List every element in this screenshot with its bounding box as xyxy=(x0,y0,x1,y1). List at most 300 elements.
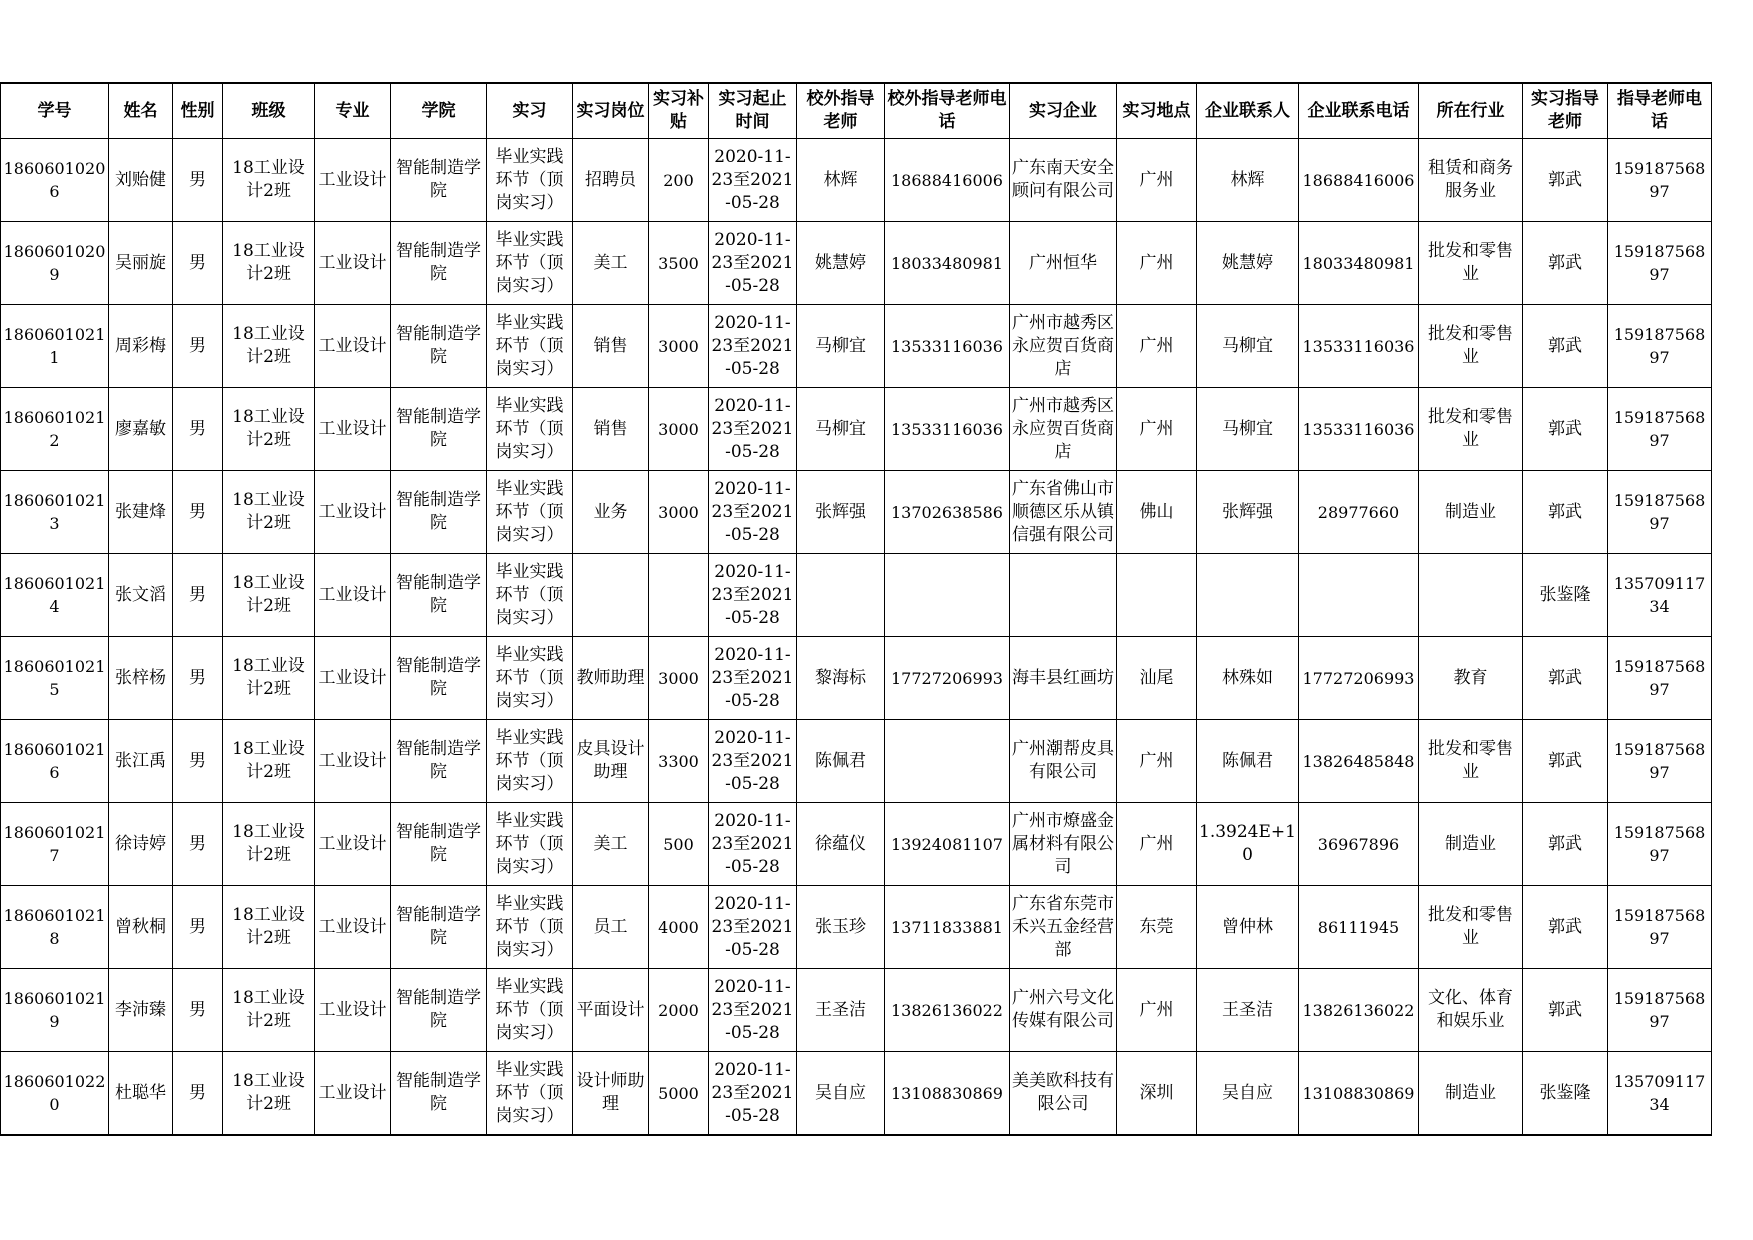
cell-text: 2020-11-23至2021-05-28 xyxy=(711,810,794,877)
cell-text: 13711833881 xyxy=(891,917,1003,937)
table-cell xyxy=(315,471,391,554)
table-cell xyxy=(109,222,173,305)
cell-text: 2020-11-23至2021-05-28 xyxy=(711,478,794,545)
table-cell xyxy=(573,969,649,1052)
cell-text: 86111945 xyxy=(1317,917,1400,937)
table-cell xyxy=(1299,1052,1419,1136)
cell-text: 17727206993 xyxy=(891,668,1003,688)
table-cell xyxy=(1608,637,1712,720)
table-cell xyxy=(315,554,391,637)
column-header: 专业 xyxy=(315,83,391,139)
table-cell xyxy=(109,388,173,471)
table-cell xyxy=(1117,886,1197,969)
cell-text: 13533116036 xyxy=(891,419,1003,439)
cell-text: 郭武 xyxy=(1548,501,1582,522)
table-cell xyxy=(885,886,1010,969)
table-cell xyxy=(1117,637,1197,720)
cell-text: 租赁和商务服务业 xyxy=(1428,158,1513,201)
column-header: 学号 xyxy=(1,83,109,139)
cell-text: 智能制造学院 xyxy=(396,573,481,616)
cell-text: 13702638586 xyxy=(891,502,1003,522)
table-cell xyxy=(1608,969,1712,1052)
table-cell xyxy=(223,637,315,720)
table-cell xyxy=(1197,305,1299,388)
cell-text: 工业设计 xyxy=(318,584,387,605)
cell-text: 男 xyxy=(189,169,206,190)
cell-text: 吴自应 xyxy=(1222,1082,1273,1103)
table-cell xyxy=(109,554,173,637)
cell-text: 18606010209 xyxy=(3,242,106,284)
cell-text: 3000 xyxy=(658,668,699,688)
table-row xyxy=(1,388,1712,471)
cell-text: 3300 xyxy=(658,751,699,771)
table-cell xyxy=(109,139,173,222)
cell-text: 18工业设计2班 xyxy=(232,324,305,367)
cell-text: 智能制造学院 xyxy=(396,324,481,367)
cell-text: 13108830869 xyxy=(1302,1083,1415,1103)
cell-text: 15918756897 xyxy=(1613,325,1706,367)
cell-text: 周彩梅 xyxy=(115,335,166,356)
cell-text: 智能制造学院 xyxy=(396,1071,481,1114)
cell-text: 张江禹 xyxy=(115,750,166,771)
table-cell xyxy=(709,471,797,554)
table-cell xyxy=(885,720,1010,803)
cell-text: 2020-11-23至2021-05-28 xyxy=(711,976,794,1043)
cell-text: 张玉珍 xyxy=(815,916,866,937)
cell-text: 男 xyxy=(189,335,206,356)
table-cell xyxy=(1419,969,1523,1052)
cell-text: 18工业设计2班 xyxy=(232,739,305,782)
table-cell xyxy=(709,969,797,1052)
cell-text: 批发和零售业 xyxy=(1428,905,1513,948)
table-cell xyxy=(797,637,885,720)
cell-text: 男 xyxy=(189,916,206,937)
table-cell xyxy=(173,1052,223,1136)
table-cell xyxy=(797,886,885,969)
table-cell xyxy=(1419,554,1523,637)
cell-text: 广州 xyxy=(1139,750,1174,771)
cell-text: 18606010212 xyxy=(3,408,106,450)
table-cell xyxy=(173,637,223,720)
cell-text: 15918756897 xyxy=(1613,740,1706,782)
table-row xyxy=(1,554,1712,637)
column-header: 企业联系电话 xyxy=(1299,83,1419,139)
table-cell xyxy=(1523,720,1608,803)
cell-text: 制造业 xyxy=(1445,501,1496,522)
table-cell xyxy=(709,720,797,803)
table-cell xyxy=(223,305,315,388)
table-cell xyxy=(1419,720,1523,803)
cell-text: 姚慧婷 xyxy=(1222,252,1273,273)
table-cell xyxy=(1419,139,1523,222)
table-cell xyxy=(315,803,391,886)
table-cell xyxy=(573,222,649,305)
cell-text: 18工业设计2班 xyxy=(232,1071,305,1114)
cell-text: 郭武 xyxy=(1548,252,1582,273)
table-cell xyxy=(649,139,709,222)
table-cell xyxy=(797,139,885,222)
cell-text: 郭武 xyxy=(1548,335,1582,356)
cell-text: 马柳宜 xyxy=(1222,418,1273,439)
cell-text: 18606010211 xyxy=(3,325,106,367)
cell-text: 郭武 xyxy=(1548,169,1582,190)
table-cell xyxy=(391,305,487,388)
cell-text: 13570911734 xyxy=(1613,574,1706,616)
table-cell xyxy=(709,305,797,388)
cell-text: 广州市燎盛金属材料有限公司 xyxy=(1012,810,1114,877)
cell-text: 张辉强 xyxy=(1222,501,1273,522)
cell-text: 2020-11-23至2021-05-28 xyxy=(711,727,794,794)
cell-text: 智能制造学院 xyxy=(396,739,481,782)
table-cell xyxy=(1299,803,1419,886)
table-cell xyxy=(223,886,315,969)
table-cell xyxy=(223,139,315,222)
cell-text: 郭武 xyxy=(1548,999,1582,1020)
table-cell xyxy=(1,637,109,720)
table-cell xyxy=(109,1052,173,1136)
table-cell xyxy=(1010,139,1117,222)
table-cell xyxy=(1608,886,1712,969)
table-cell xyxy=(573,886,649,969)
cell-text: 15918756897 xyxy=(1613,989,1706,1031)
cell-text: 2020-11-23至2021-05-28 xyxy=(711,561,794,628)
table-cell xyxy=(649,471,709,554)
cell-text: 毕业实践环节（顶岗实习） xyxy=(495,146,564,213)
table-cell xyxy=(573,471,649,554)
cell-text: 广州 xyxy=(1139,999,1174,1020)
table-cell xyxy=(109,969,173,1052)
cell-text: 18606010206 xyxy=(3,159,106,201)
table-cell xyxy=(797,554,885,637)
cell-text: 广东省东莞市禾兴五金经营部 xyxy=(1012,893,1114,960)
table-cell xyxy=(1010,471,1117,554)
table-cell xyxy=(1117,471,1197,554)
cell-text: 毕业实践环节（顶岗实习） xyxy=(495,478,564,545)
cell-text: 5000 xyxy=(658,1083,699,1103)
cell-text: 曾秋桐 xyxy=(115,916,166,937)
table-cell xyxy=(391,803,487,886)
cell-text: 张梓杨 xyxy=(115,667,166,688)
table-cell xyxy=(885,139,1010,222)
cell-text: 批发和零售业 xyxy=(1428,407,1513,450)
table-cell xyxy=(1523,1052,1608,1136)
table-row xyxy=(1,637,1712,720)
cell-text: 18工业设计2班 xyxy=(232,573,305,616)
table-cell xyxy=(1,139,109,222)
cell-text: 18工业设计2班 xyxy=(232,988,305,1031)
column-header: 实习地点 xyxy=(1117,83,1197,139)
cell-text: 2020-11-23至2021-05-28 xyxy=(711,146,794,213)
cell-text: 姚慧婷 xyxy=(815,252,866,273)
cell-text: 工业设计 xyxy=(318,999,387,1020)
table-cell xyxy=(315,139,391,222)
table-cell xyxy=(885,305,1010,388)
table-row xyxy=(1,886,1712,969)
table-cell xyxy=(885,637,1010,720)
cell-text: 教育 xyxy=(1453,667,1488,688)
cell-text: 男 xyxy=(189,999,206,1020)
cell-text: 郭武 xyxy=(1548,667,1582,688)
cell-text: 设计师助理 xyxy=(576,1071,645,1114)
table-cell xyxy=(391,969,487,1052)
table-cell xyxy=(391,720,487,803)
cell-text: 马柳宜 xyxy=(815,335,866,356)
table-cell xyxy=(649,222,709,305)
table-cell xyxy=(709,803,797,886)
cell-text: 男 xyxy=(189,833,206,854)
table-cell xyxy=(1010,554,1117,637)
table-cell xyxy=(1419,803,1523,886)
table-cell xyxy=(109,305,173,388)
table-cell xyxy=(885,969,1010,1052)
cell-text: 13533116036 xyxy=(1302,336,1415,356)
table-cell xyxy=(487,969,573,1052)
table-cell xyxy=(173,388,223,471)
table-cell xyxy=(173,969,223,1052)
cell-text: 18606010217 xyxy=(3,823,106,865)
table-cell xyxy=(1419,886,1523,969)
table-cell xyxy=(315,1052,391,1136)
table-cell xyxy=(1197,388,1299,471)
table-cell xyxy=(487,637,573,720)
cell-text: 杜聪华 xyxy=(115,1082,166,1103)
table-cell xyxy=(1523,803,1608,886)
column-header: 实习企业 xyxy=(1010,83,1117,139)
table-cell xyxy=(1,222,109,305)
cell-text: 广州六号文化传媒有限公司 xyxy=(1012,988,1114,1031)
table-cell xyxy=(1010,803,1117,886)
table-cell xyxy=(885,388,1010,471)
cell-text: 18工业设计2班 xyxy=(232,822,305,865)
cell-text: 智能制造学院 xyxy=(396,158,481,201)
cell-text: 毕业实践环节（顶岗实习） xyxy=(495,810,564,877)
cell-text: 13826485848 xyxy=(1302,751,1415,771)
column-header: 实习补贴 xyxy=(649,83,709,139)
table-cell xyxy=(573,1052,649,1136)
table-cell xyxy=(1117,803,1197,886)
cell-text: 18606010220 xyxy=(3,1072,106,1114)
cell-text: 张文滔 xyxy=(115,584,166,605)
table-cell xyxy=(1419,471,1523,554)
cell-text: 2020-11-23至2021-05-28 xyxy=(711,1059,794,1126)
table-cell xyxy=(1299,139,1419,222)
cell-text: 15918756897 xyxy=(1613,242,1706,284)
table-cell xyxy=(315,637,391,720)
cell-text: 批发和零售业 xyxy=(1428,739,1513,782)
cell-text: 张建烽 xyxy=(115,501,166,522)
table-cell xyxy=(709,139,797,222)
cell-text: 张鉴隆 xyxy=(1539,584,1591,605)
table-cell xyxy=(1117,1052,1197,1136)
table-cell xyxy=(223,471,315,554)
cell-text: 男 xyxy=(189,667,206,688)
table-row xyxy=(1,803,1712,886)
table-cell xyxy=(885,554,1010,637)
cell-text: 广州潮帮皮具有限公司 xyxy=(1012,739,1114,782)
table-cell xyxy=(1197,471,1299,554)
column-header: 班级 xyxy=(223,83,315,139)
table-cell xyxy=(1197,886,1299,969)
table-cell xyxy=(315,720,391,803)
table-cell xyxy=(797,969,885,1052)
table-cell xyxy=(1010,305,1117,388)
cell-text: 18工业设计2班 xyxy=(232,490,305,533)
table-cell xyxy=(1608,1052,1712,1136)
table-cell xyxy=(1,886,109,969)
table-cell xyxy=(1523,554,1608,637)
cell-text: 13108830869 xyxy=(891,1083,1003,1103)
table-cell xyxy=(173,886,223,969)
table-cell xyxy=(487,388,573,471)
cell-text: 智能制造学院 xyxy=(396,822,481,865)
cell-text: 毕业实践环节（顶岗实习） xyxy=(495,644,564,711)
cell-text: 男 xyxy=(189,584,206,605)
table-cell xyxy=(797,471,885,554)
table-cell xyxy=(315,969,391,1052)
cell-text: 教师助理 xyxy=(576,667,645,688)
table-cell xyxy=(173,305,223,388)
table-cell xyxy=(885,803,1010,886)
cell-text: 2020-11-23至2021-05-28 xyxy=(711,644,794,711)
cell-text: 制造业 xyxy=(1445,833,1496,854)
table-cell xyxy=(1608,388,1712,471)
cell-text: 郭武 xyxy=(1548,833,1582,854)
column-header: 实习 xyxy=(487,83,573,139)
table-cell xyxy=(173,222,223,305)
table-cell xyxy=(315,388,391,471)
column-header: 所在行业 xyxy=(1419,83,1523,139)
cell-text: 18606010216 xyxy=(3,740,106,782)
cell-text: 200 xyxy=(663,170,694,190)
cell-text: 东莞 xyxy=(1139,916,1174,937)
table-cell xyxy=(1010,222,1117,305)
cell-text: 张鉴隆 xyxy=(1539,1082,1591,1103)
table-cell xyxy=(709,222,797,305)
table-cell xyxy=(709,637,797,720)
table-cell xyxy=(709,554,797,637)
cell-text: 毕业实践环节（顶岗实习） xyxy=(495,976,564,1043)
cell-text: 36967896 xyxy=(1317,834,1400,854)
cell-text: 郭武 xyxy=(1548,916,1582,937)
table-cell xyxy=(1608,139,1712,222)
table-body xyxy=(1,139,1712,1136)
table-cell xyxy=(649,886,709,969)
cell-text: 15918756897 xyxy=(1613,491,1706,533)
cell-text: 制造业 xyxy=(1445,1082,1496,1103)
cell-text: 18688416006 xyxy=(891,170,1003,190)
cell-text: 4000 xyxy=(658,917,699,937)
cell-text: 工业设计 xyxy=(318,833,387,854)
table-cell xyxy=(1,388,109,471)
cell-text: 毕业实践环节（顶岗实习） xyxy=(495,395,564,462)
column-header: 姓名 xyxy=(109,83,173,139)
table-cell xyxy=(1197,554,1299,637)
table-cell xyxy=(487,720,573,803)
table-row xyxy=(1,969,1712,1052)
cell-text: 3000 xyxy=(658,502,699,522)
table-row xyxy=(1,139,1712,222)
table-cell xyxy=(109,720,173,803)
cell-text: 广州 xyxy=(1139,418,1174,439)
cell-text: 美美欧科技有限公司 xyxy=(1012,1071,1114,1114)
table-cell xyxy=(797,222,885,305)
cell-text: 2000 xyxy=(658,1000,699,1020)
cell-text: 15918756897 xyxy=(1613,159,1706,201)
cell-text: 批发和零售业 xyxy=(1428,324,1513,367)
table-cell xyxy=(1523,305,1608,388)
cell-text: 林辉 xyxy=(1230,169,1265,190)
table-cell xyxy=(1197,637,1299,720)
cell-text: 工业设计 xyxy=(318,335,387,356)
table-cell xyxy=(649,720,709,803)
table-cell xyxy=(573,139,649,222)
table-cell xyxy=(1117,720,1197,803)
table-cell xyxy=(1117,139,1197,222)
table-cell xyxy=(649,1052,709,1136)
table-cell xyxy=(1117,222,1197,305)
table-cell xyxy=(315,305,391,388)
table-cell xyxy=(649,554,709,637)
cell-text: 2020-11-23至2021-05-28 xyxy=(711,229,794,296)
cell-text: 美工 xyxy=(593,833,628,854)
table-cell xyxy=(1419,305,1523,388)
cell-text: 13826136022 xyxy=(1302,1000,1415,1020)
table-cell xyxy=(709,388,797,471)
table-cell xyxy=(1,305,109,388)
table-cell xyxy=(1523,969,1608,1052)
column-header: 学院 xyxy=(391,83,487,139)
cell-text: 业务 xyxy=(593,501,628,522)
table-cell xyxy=(1299,471,1419,554)
cell-text: 广州市越秀区永应贺百货商店 xyxy=(1012,312,1114,379)
table-cell xyxy=(1,969,109,1052)
table-cell xyxy=(109,803,173,886)
table-cell xyxy=(1523,222,1608,305)
table-cell xyxy=(1299,720,1419,803)
table-cell xyxy=(649,803,709,886)
column-header: 校外指导老师 xyxy=(797,83,885,139)
table-cell xyxy=(1419,1052,1523,1136)
cell-text: 李沛臻 xyxy=(115,999,166,1020)
cell-text: 18工业设计2班 xyxy=(232,656,305,699)
cell-text: 工业设计 xyxy=(318,169,387,190)
cell-text: 工业设计 xyxy=(318,750,387,771)
table-cell xyxy=(1299,388,1419,471)
table-cell xyxy=(1117,305,1197,388)
table-cell xyxy=(223,554,315,637)
cell-text: 18工业设计2班 xyxy=(232,407,305,450)
cell-text: 工业设计 xyxy=(318,418,387,439)
cell-text: 员工 xyxy=(593,916,628,937)
cell-text: 15918756897 xyxy=(1613,823,1706,865)
cell-text: 陈佩君 xyxy=(1222,750,1273,771)
table-cell xyxy=(1299,554,1419,637)
internship-table xyxy=(0,82,1712,1136)
cell-text: 广州 xyxy=(1139,252,1174,273)
cell-text: 海丰县红画坊 xyxy=(1012,667,1114,688)
table-cell xyxy=(1,471,109,554)
table-cell xyxy=(391,388,487,471)
table-cell xyxy=(797,305,885,388)
table-cell xyxy=(1197,720,1299,803)
cell-text: 1.3924E+10 xyxy=(1199,822,1296,865)
cell-text: 18工业设计2班 xyxy=(232,241,305,284)
cell-text: 毕业实践环节（顶岗实习） xyxy=(495,312,564,379)
table-cell xyxy=(1117,388,1197,471)
table-cell xyxy=(649,969,709,1052)
cell-text: 男 xyxy=(189,252,206,273)
cell-text: 18033480981 xyxy=(891,253,1003,273)
